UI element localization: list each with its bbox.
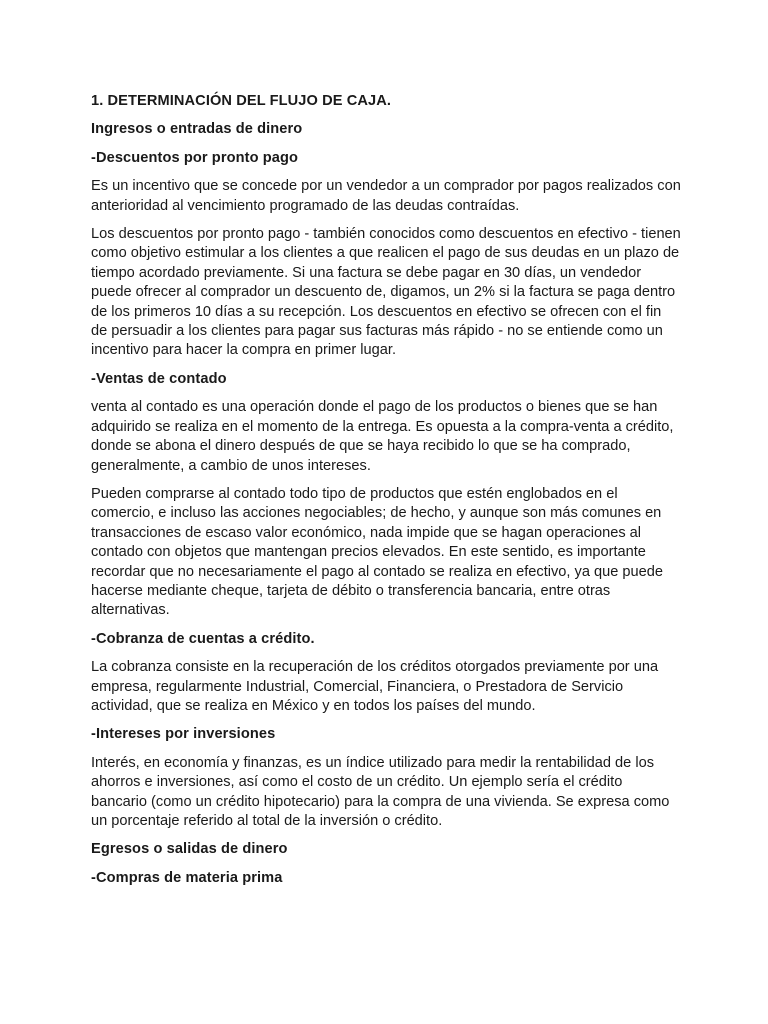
- subheading-descuentos: -Descuentos por pronto pago: [91, 149, 299, 166]
- document-title: 1. DETERMINACIÓN DEL FLUJO DE CAJA.: [91, 93, 391, 109]
- subheading-intereses: -Intereses por inversiones: [91, 726, 276, 743]
- paragraph-ventas-1: venta al contado es una operación donde el pago de los productos o bienes que se han adquirido se realiza en el momento de la entrega. Es opuesta a la compra-venta a crédito, donde se abona el dinero después de que se haya recibido lo que se ha comprado, generalmente, a cambio de unos intereses.: [91, 399, 674, 474]
- subheading-cobranza: -Cobranza de cuentas a crédito.: [91, 630, 315, 647]
- paragraph-descuentos-2: Los descuentos por pronto pago - también conocidos como descuentos en efectivo - tienen como objetivo estimular a los clientes a que realicen el pago de sus deudas en un plazo de tiempo acordado previamente. Si una factura se debe pagar en 30 días, un vendedor puede ofrecer al comprador un descuento de, digamos, un 2% si la factura se paga dentro de los primeros 10 días a su recepción. Los descuentos en efectivo se ofrecen con el fin de persuadir a los clientes para pagar sus facturas más rápido - no se entiende como un incentivo para hacer la compra en primer lugar.: [91, 226, 681, 359]
- paragraph-descuentos-1: Es un incentivo que se concede por un vendedor a un comprador por pagos realizados con anterioridad al vencimiento programado de las deudas contraídas.: [91, 178, 681, 214]
- section-heading-ingresos: Ingresos o entradas de dinero: [91, 121, 303, 138]
- document-page: [91, 92, 681, 897]
- subheading-ventas: -Ventas de contado: [91, 370, 227, 387]
- paragraph-ventas-2: Pueden comprarse al contado todo tipo de productos que estén englobados en el comercio, e incluso las acciones negociables; de hecho, y aunque son más comunes en transacciones de escaso valor económico, nada impide que se hagan operaciones al contado con objetos que mantengan precios elevados. En este sentido, es importante recordar que no necesariamente el pago al contado se realiza en efectivo, ya que puede hacerse mediante cheque, tarjeta de débito o transferencia bancaria, entre otras alternativas.: [91, 485, 663, 619]
- paragraph-cobranza: La cobranza consiste en la recuperación de los créditos otorgados previamente por una empresa, regularmente Industrial, Comercial, Financiera, o Prestadora de Servicio actividad, que se realiza en México y en todos los países del mundo.: [91, 659, 659, 714]
- paragraph-intereses: Interés, en economía y finanzas, es un índice utilizado para medir la rentabilidad de los ahorros e inversiones, así como el costo de un crédito. Un ejemplo sería el crédito bancario (como un crédito hipotecario) para la compra de una vivienda. Se expresa como un porcentaje referido al total de la inversión o crédito.: [91, 754, 670, 829]
- subheading-compras: -Compras de materia prima: [91, 869, 283, 886]
- section-heading-egresos: Egresos o salidas de dinero: [91, 841, 288, 858]
